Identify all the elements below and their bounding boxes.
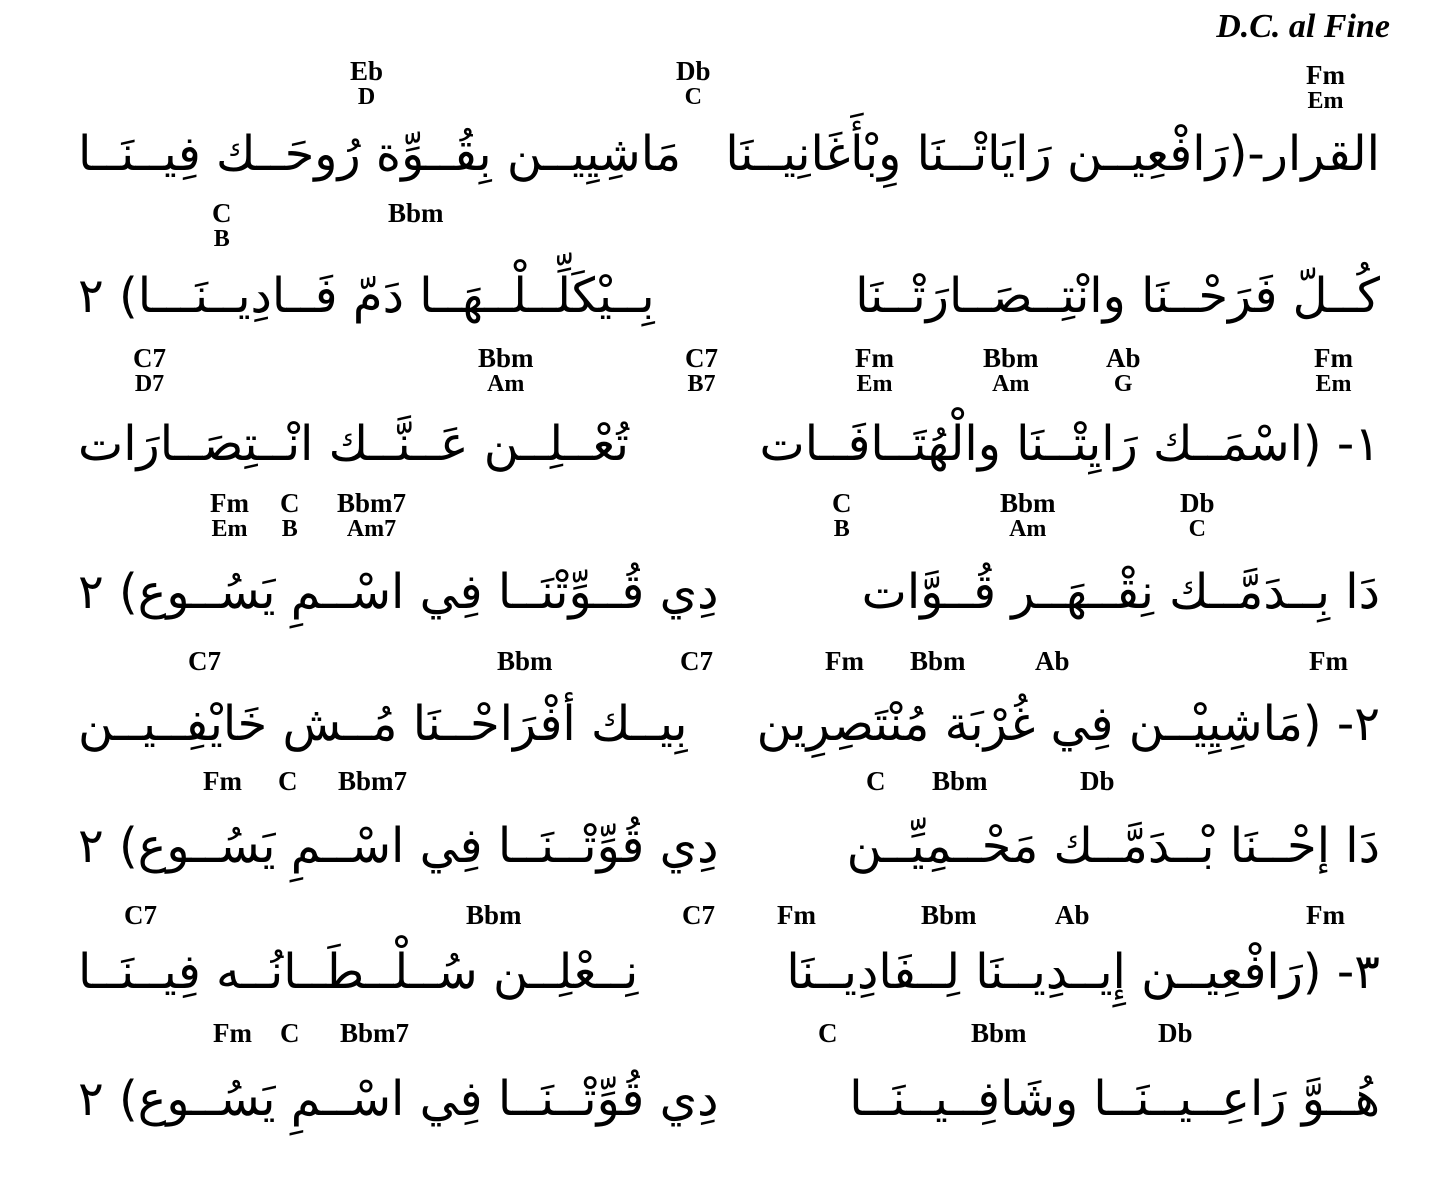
chord-db: Db C [676, 56, 711, 110]
chord-ab: Ab [1055, 900, 1090, 930]
chord-fm: Fm Em [1314, 343, 1353, 397]
chorus-line-2-right: كُــلّ فَرَحْــنَا وانْتِــصَــارَتْــنَا [855, 268, 1380, 324]
verse1-line-1-left: تُعْــلِــن عَــنَّــك انْــتِصَــارَات [78, 416, 629, 472]
verse3-line-1-right: ٣- (رَافْعِيــن إِيــدِيــنَا لِــفَادِيــنَا [786, 944, 1380, 1000]
chord-bbm: Bbm [932, 766, 988, 796]
chord-ab: Ab [1035, 646, 1070, 676]
chord-db: Db [1158, 1018, 1193, 1048]
chord-fm: Fm Em [855, 343, 894, 397]
verse3-line-2-left: دِي قُوِّتْــنَــا فِي اسْــمِ يَسُــوع) ٢ [78, 1071, 719, 1127]
chord-c: C B [280, 488, 300, 542]
chord-fm: Fm [825, 646, 864, 676]
verse2-line-1-right: ٢- (مَاشِيِيْــن فِي غُرْبَة مُنْتَصِرِين [756, 696, 1380, 752]
da-capo-marking: D.C. al Fine [1216, 8, 1390, 45]
chord-c: C [818, 1018, 838, 1048]
chorus-line-1-right: القرار-(رَافْعِيــن رَايَاتْــنَا وِبْأَغَانِيــنَا [725, 126, 1380, 182]
chord-fm: Fm [1306, 900, 1345, 930]
chord-db: Db [1080, 766, 1115, 796]
chord-bbm: Bbm [971, 1018, 1027, 1048]
chord-bbm: Bbm [466, 900, 522, 930]
chord-fm: Fm [213, 1018, 252, 1048]
chord-c: C B [832, 488, 852, 542]
chord-fm: Fm [1309, 646, 1348, 676]
verse1-line-1-right: ١- (اسْمَــك رَايِتْــنَا والْهُتَــافَــات [759, 416, 1380, 472]
verse3-line-2-right: هُــوَّ رَاعِــيــنَــا وشَافِــيــنَــا [849, 1071, 1380, 1127]
chord-c: C [278, 766, 298, 796]
chorus-line-2-left: بِــيْكَلِّــلْــهَــا دَمّ فَــادِيــنَـــا) ٢ [78, 268, 655, 324]
chord-c7: C7 D7 [133, 343, 166, 397]
chord-c7: C7 [124, 900, 157, 930]
chord-bbm7: Bbm7 Am7 [337, 488, 407, 542]
chord-fm: Fm Em [1306, 60, 1345, 114]
chord-bbm: Bbm Am [478, 343, 534, 397]
chorus-line-1-left: مَاشِيِيــن بِقُــوِّة رُوحَــك فِيــنَــا [78, 126, 682, 182]
verse2-line-1-left: بِيــك أفْرَاحْــنَا مُــش خَايْفِــيــن [78, 696, 688, 752]
chord-ab: Ab G [1106, 343, 1141, 397]
chord-c7: C7 [188, 646, 221, 676]
chord-c7: C7 [682, 900, 715, 930]
chord-bbm7: Bbm7 [340, 1018, 410, 1048]
chord-db: Db C [1180, 488, 1215, 542]
chord-c: C B [212, 198, 232, 252]
verse2-line-2-right: دَا إحْــنَا بْــدَمَّــك مَحْــمِيِّــن [846, 818, 1380, 874]
verse3-line-1-left: نِــعْلِــن سُــلْــطَــانُــه فِيــنَــا [78, 944, 639, 1000]
chord-c7: C7 B7 [685, 343, 718, 397]
chord-bbm: Bbm [910, 646, 966, 676]
verse2-line-2-left: دِي قُوِّتْــنَــا فِي اسْــمِ يَسُــوع) ٢ [78, 818, 719, 874]
chord-bbm: Bbm [497, 646, 553, 676]
chord-c7: C7 [680, 646, 713, 676]
chord-c: C [866, 766, 886, 796]
verse1-line-2-left: دِي قُــوِّتْنَــا فِي اسْــمِ يَسُــوع) ٢ [78, 564, 719, 620]
chord-bbm: Bbm [921, 900, 977, 930]
chord-eb: Eb D [350, 56, 384, 110]
chord-fm: Fm Em [210, 488, 249, 542]
chord-bbm: Bbm [388, 198, 444, 228]
chord-fm: Fm [777, 900, 816, 930]
chord-c: C [280, 1018, 300, 1048]
chord-fm: Fm [203, 766, 242, 796]
chord-bbm: Bbm Am [1000, 488, 1056, 542]
chord-bbm: Bbm Am [983, 343, 1039, 397]
verse1-line-2-right: دَا بِــدَمَّــك نِقْــهَــر قُــوَّات [861, 564, 1380, 620]
chord-bbm7: Bbm7 [338, 766, 408, 796]
